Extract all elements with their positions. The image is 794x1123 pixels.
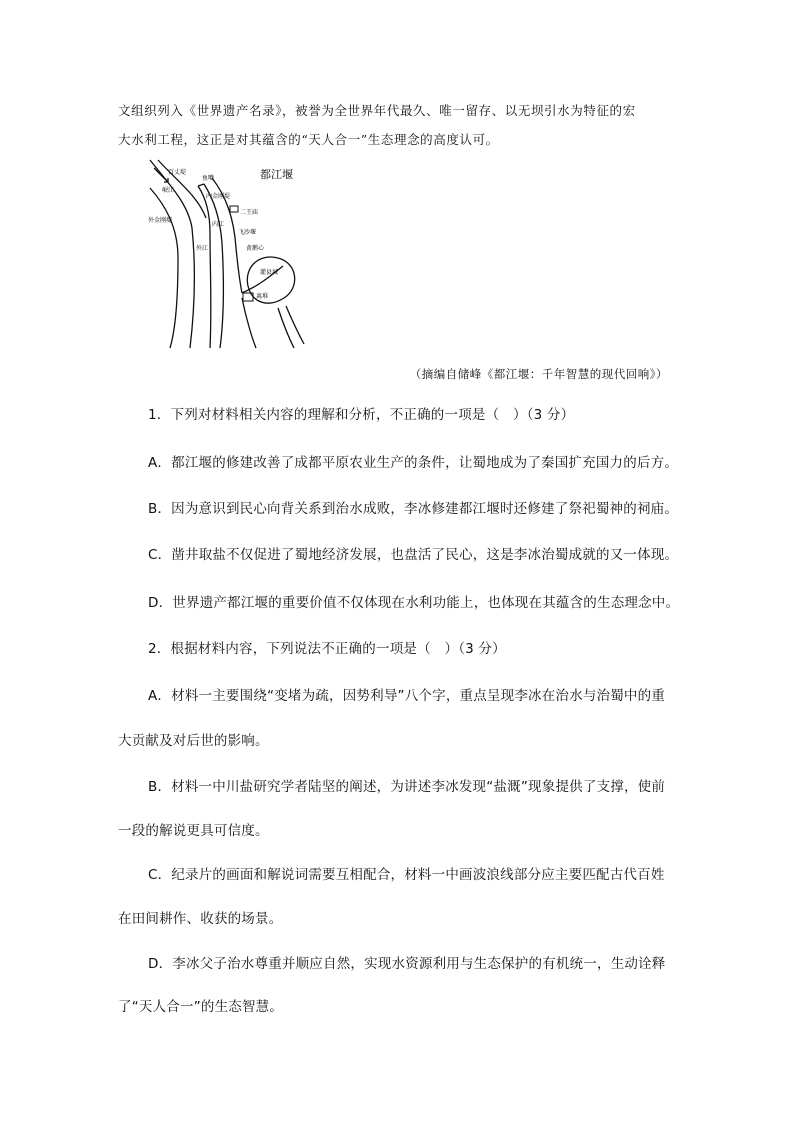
intro-line-2: 大水利工程，这正是对其蕴含的“天人合一”生态理念的高度认可。	[118, 132, 499, 147]
map-label-feishayan: 飞沙堰	[238, 229, 257, 236]
question-1-option-a: A．都江堰的修建改善了成都平原农业生产的条件，让蜀地成为了秦国扩充国力的后方。	[148, 455, 679, 471]
question-1-option-b: B．因为意识到民心向背关系到治水成败，李冰修建都江堰时还修建了祭祀蜀神的祠庙。	[148, 501, 679, 517]
question-2-option-c: C．纪录片的画面和解说词需要互相配合，材料一中画波浪线部分应主要匹配古代百姓	[148, 867, 665, 883]
question-2-option-d-cont: 了“天人合一”的生态智慧。	[118, 999, 284, 1015]
map-title: 都江堰	[260, 168, 293, 181]
question-2-option-d: D．李冰父子治水尊重并顺应自然，实现水资源利用与生态保护的有机统一，生动诠释	[148, 956, 666, 972]
map-label-yuzui: 鱼嘴	[202, 175, 215, 182]
question-1-option-d: D．世界遗产都江堰的重要价值不仅体现在水利功能上，也体现在其蕴含的生态理念中。	[148, 595, 680, 611]
question-2-option-a-cont: 大贡献及对后世的影响。	[118, 733, 269, 749]
question-2-option-b: B．材料一中川盐研究学者陆坚的阐述，为讲述李冰发现“盐溉”现象提供了支撑，使前	[148, 779, 666, 795]
map-label-guanxian: 灌县城	[260, 269, 279, 276]
dujiangyan-map	[148, 158, 308, 350]
map-drawing	[148, 158, 308, 350]
question-1-option-c: C．凿井取盐不仅促进了蜀地经济发展，也盘活了民心，这是李冰治蜀成就的又一体现。	[148, 547, 679, 563]
map-label-baizhangdi: 百丈堤	[168, 169, 187, 176]
question-2-option-b-cont: 一段的解说更具可信度。	[118, 823, 269, 839]
map-label-lidui: 离堆	[256, 293, 269, 300]
map-label-erwangmiao: 二王庙	[240, 209, 259, 216]
map-label-minjiang: 岷江	[162, 187, 175, 194]
map-caption: （摘编自储峰《都江堰：千年智慧的现代回响》）	[409, 367, 668, 381]
question-2-option-a: A．材料一主要围绕“变堵为疏，因势利导”八个字，重点呈现李冰在治水与治蜀中的重	[148, 688, 666, 704]
intro-line-1: 文组织列入《世界遗产名录》，被誉为全世界年代最久、唯一留存、以无坝引水为特征的宏	[118, 103, 636, 118]
question-2-stem: 2．根据材料内容，下列说法不正确的一项是（ ）（3 分）	[148, 641, 506, 657]
map-label-huangchuxin: 黄鹅心	[246, 245, 265, 252]
question-2-option-c-cont: 在田间耕作、收获的场景。	[118, 911, 283, 927]
map-label-waijiang: 外江	[196, 245, 209, 252]
question-1-stem: 1．下列对材料相关内容的理解和分析，不正确的一项是（ ）（3 分）	[148, 407, 575, 423]
map-label-waijingangdi: 外金刚堤	[148, 217, 173, 224]
map-label-neijiang: 内江	[212, 221, 225, 228]
map-label-neijingangdi: 内金刚堤	[206, 193, 231, 200]
